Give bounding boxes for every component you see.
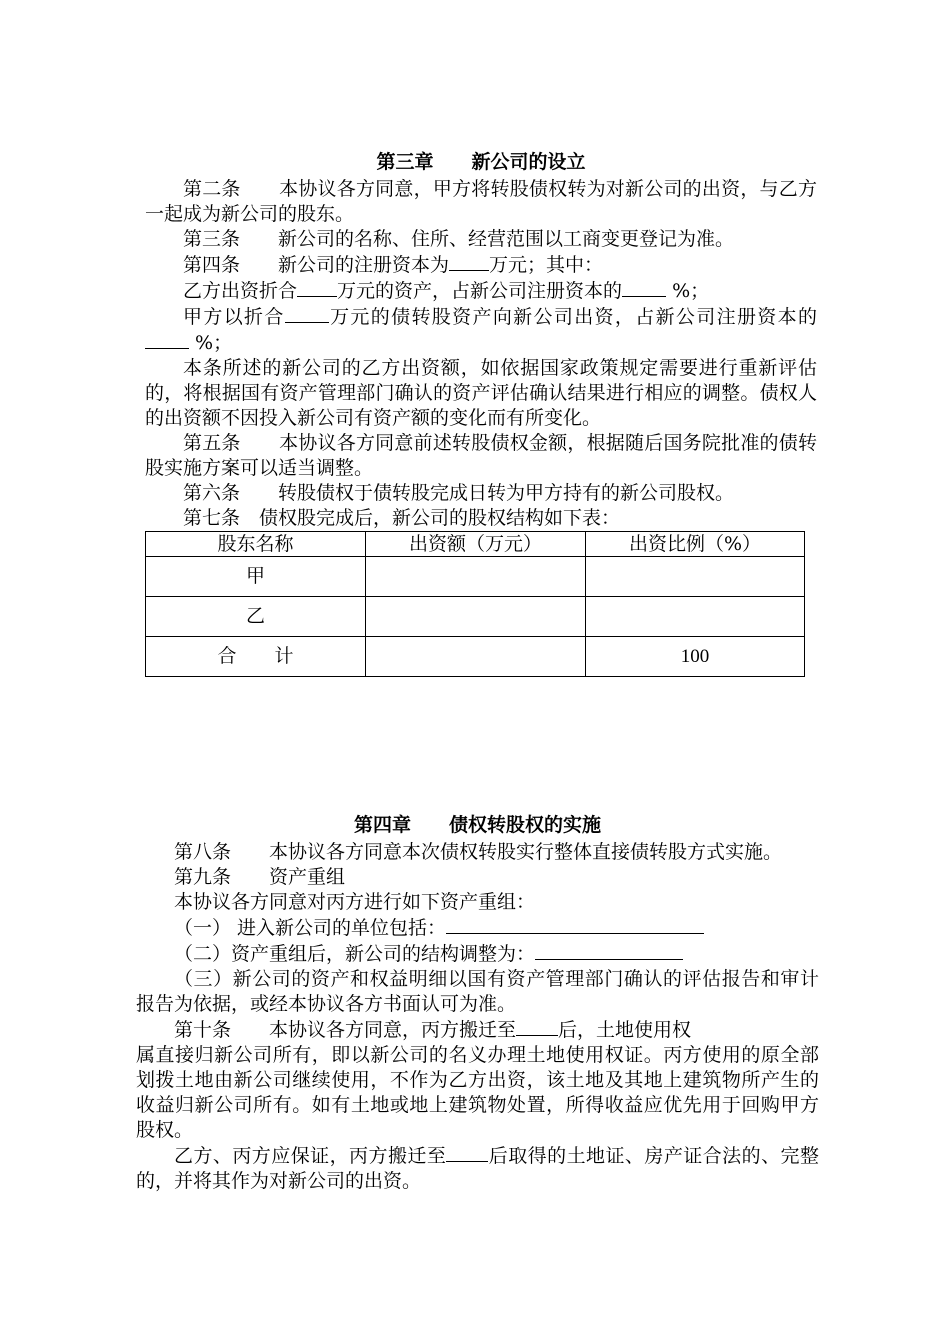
header-shareholder: 股东名称	[146, 532, 366, 557]
article-4-paragraph: 本条所述的新公司的乙方出资额，如依据国家政策规定需要进行重新评估的，将根据国有资产管理部门确认的资产评估确认结果进行相应的调整。债权人的出资额不因投入新公司有资产额的变化而有所变化。	[145, 357, 817, 429]
chapter-4-title: 第四章 债权转股权的实施	[353, 814, 601, 836]
article-10-body: 属直接归新公司所有，即以新公司的名义办理土地使用权证。丙方使用的原全部划拨土地由新公司继续使用，不作为乙方出资，该土地及其地上建筑物所产生的收益归新公司所有。如有土地或地上建筑物处置，所得收益应优先用于回购甲方股权。	[136, 1044, 819, 1141]
article-8: 第八条 本协议各方同意本次债权转股实行整体直接债转股方式实施。	[174, 841, 783, 863]
guarantee-relocation-blank[interactable]	[446, 1143, 488, 1162]
total-ratio-cell: 100	[586, 637, 805, 677]
article-6: 第六条 转股债权于债转股完成日转为甲方持有的新公司股权。	[183, 482, 735, 504]
article-4-party-b-line	[145, 278, 817, 304]
chapter-3-title: 第三章 新公司的设立	[376, 151, 586, 173]
row-shareholder-cell: 乙	[146, 597, 366, 637]
shareholding-table	[145, 531, 805, 677]
party-b-text-a: 乙方出资折合	[183, 280, 298, 302]
article-4-text-a: 第四条 新公司的注册资本为	[183, 254, 450, 276]
party-a-percent-blank[interactable]	[145, 330, 189, 349]
table-header-row	[146, 532, 805, 557]
total-label-cell: 合 计	[146, 637, 366, 677]
article-9-intro: 本协议各方同意对丙方进行如下资产重组：	[174, 891, 536, 913]
article-9-item-2	[136, 941, 819, 967]
article-3: 第三条 新公司的名称、住所、经营范围以工商变更登记为准。	[183, 228, 735, 250]
party-a-text-b: 万元的债转股资产向新公司出资，占新公司注册资本的	[328, 306, 817, 328]
row-amount-cell[interactable]	[366, 597, 586, 637]
article-10-text-a: 第十条 本协议各方同意，丙方搬迁至	[174, 1019, 517, 1041]
article-4-text-b: 万元；其中：	[489, 254, 604, 276]
party-b-text-b: 万元的资产，占新公司注册资本的	[337, 280, 623, 302]
article-4	[145, 252, 817, 278]
article-9: 第九条 资产重组	[174, 866, 346, 888]
party-a-amount-blank[interactable]	[285, 304, 329, 323]
party-a-text-a: 甲方以折合	[183, 306, 285, 328]
article-9-item-3: （三）新公司的资产和权益明细以国有资产管理部门确认的评估报告和审计报告为依据，或经本协议各方书面认可为准。	[136, 968, 819, 1015]
article-10-text-b: 后，土地使用权	[558, 1019, 692, 1041]
total-amount-cell[interactable]	[366, 637, 586, 677]
table-total-row	[146, 637, 805, 677]
article-9-item-1	[136, 915, 819, 941]
party-b-percent-blank[interactable]	[622, 278, 666, 297]
registered-capital-blank[interactable]	[449, 252, 489, 271]
row-shareholder-cell: 甲	[146, 557, 366, 597]
relocation-guarantee	[136, 1143, 819, 1194]
article-7: 第七条 债权股完成后，新公司的股权结构如下表：	[183, 507, 621, 529]
chapter-4-section	[136, 810, 819, 1194]
table-row	[146, 557, 805, 597]
article-4-party-a-line	[145, 304, 817, 356]
guarantee-text-b: 后取得的土地证、房产证合法的、完整的，并将其作为对新公司的出资。	[136, 1145, 819, 1192]
party-a-text-c: %；	[189, 332, 233, 354]
item-2-text: （二）资产重组后，新公司的结构调整为：	[174, 943, 536, 965]
article-10-line	[136, 1017, 819, 1043]
row-amount-cell[interactable]	[366, 557, 586, 597]
header-ratio: 出资比例（%）	[586, 532, 805, 557]
article-10-relocation-blank[interactable]	[516, 1017, 558, 1036]
table-row	[146, 597, 805, 637]
item-2-blank[interactable]	[535, 941, 683, 960]
guarantee-text-a: 乙方、丙方应保证，丙方搬迁至	[174, 1145, 447, 1167]
party-b-text-c: %；	[666, 280, 710, 302]
header-amount: 出资额（万元）	[366, 532, 586, 557]
chapter-3-section	[145, 147, 817, 677]
item-1-text: （一） 进入新公司的单位包括：	[174, 917, 447, 939]
row-ratio-cell[interactable]	[586, 597, 805, 637]
article-5: 第五条 本协议各方同意前述转股债权金额，根据随后国务院批准的债转股实施方案可以适当调整。	[145, 432, 817, 479]
row-ratio-cell[interactable]	[586, 557, 805, 597]
article-2: 第二条 本协议各方同意，甲方将转股债权转为对新公司的出资，与乙方一起成为新公司的股东。	[145, 178, 817, 225]
item-1-blank[interactable]	[446, 915, 704, 934]
party-b-amount-blank[interactable]	[297, 278, 337, 297]
